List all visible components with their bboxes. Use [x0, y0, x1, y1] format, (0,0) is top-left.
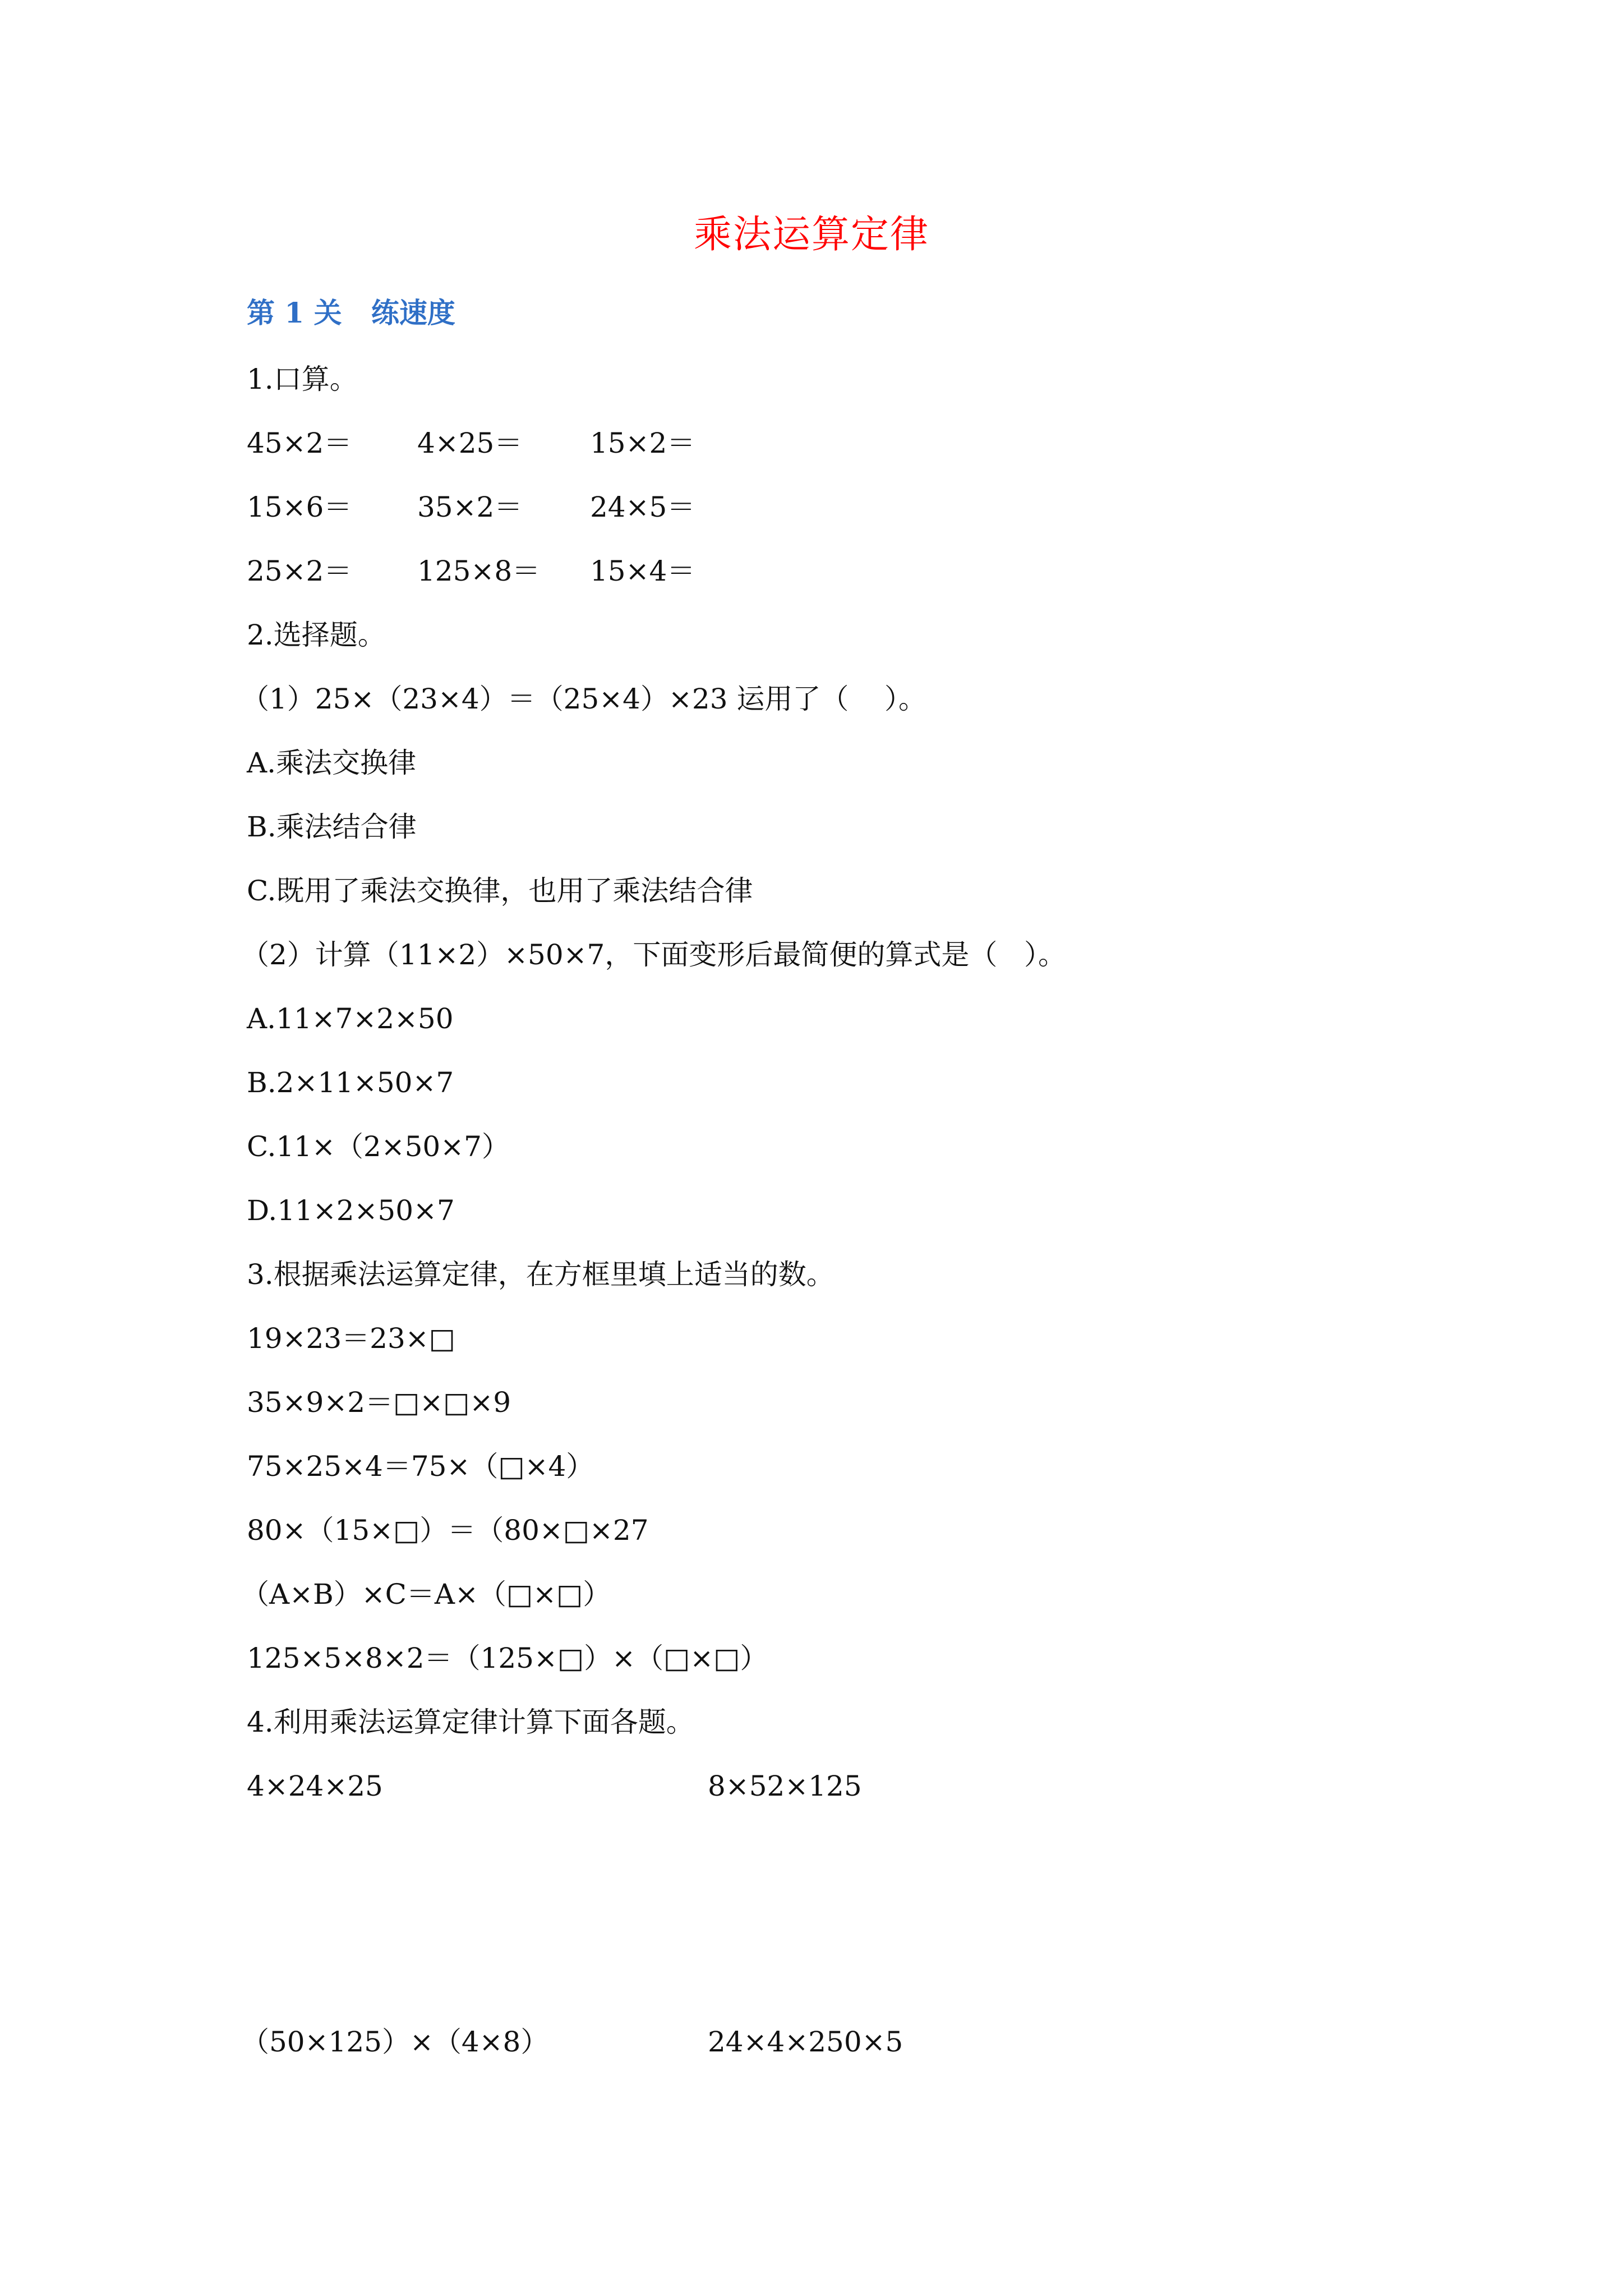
q4-problem: （50×125）×（4×8）: [241, 2026, 549, 2058]
q2-part1-option-b: B.乘法结合律: [247, 811, 417, 843]
q2-part2-option-b: B.2×11×50×7: [247, 1066, 454, 1099]
q4-problem: 24×4×250×5: [708, 2026, 903, 2058]
q2-part2-stem: （2）计算（11×2）×50×7，下面变形后最简便的算式是（ ）。: [241, 938, 1067, 971]
q2-part2-option-c: C.11×（2×50×7）: [247, 1130, 510, 1163]
q3-heading: 3.根据乘法运算定律，在方框里填上适当的数。: [247, 1258, 834, 1291]
q1-cell: 15×4＝: [590, 555, 695, 587]
q2-heading: 2.选择题。: [247, 619, 386, 651]
q2-part2-option-a: A.11×7×2×50: [247, 1002, 454, 1035]
q3-item: 125×5×8×2＝（125×□）×（□×□）: [247, 1642, 768, 1674]
q2-part1-option-c: C.既用了乘法交换律，也用了乘法结合律: [247, 875, 753, 907]
q3-item: 35×9×2＝□×□×9: [247, 1386, 511, 1419]
q3-item: 75×25×4＝75×（□×4）: [247, 1450, 594, 1483]
page-title: 乘法运算定律: [693, 213, 929, 257]
q2-part1-stem: （1）25×（23×4）＝（25×4）×23 运用了（ ）。: [241, 683, 926, 715]
q3-item: 80×（15×□）＝（80×□×27: [247, 1514, 649, 1547]
q3-item: （A×B）×C＝A×（□×□）: [241, 1578, 611, 1611]
q4-heading: 4.利用乘法运算定律计算下面各题。: [247, 1706, 694, 1738]
q1-cell: 25×2＝: [247, 555, 352, 587]
q1-cell: 15×6＝: [247, 491, 352, 523]
section-heading: 第 1 关 练速度: [247, 296, 455, 329]
q2-part1-option-a: A.乘法交换律: [247, 747, 417, 779]
q4-problem: 8×52×125: [708, 1770, 862, 1802]
q1-cell: 125×8＝: [417, 555, 541, 587]
q1-cell: 45×2＝: [247, 427, 352, 459]
q2-part2-option-d: D.11×2×50×7: [247, 1194, 455, 1227]
q4-problem: 4×24×25: [247, 1770, 383, 1802]
q3-item: 19×23＝23×□: [247, 1322, 455, 1355]
q1-cell: 15×2＝: [590, 427, 695, 459]
q1-cell: 4×25＝: [417, 427, 523, 459]
q1-cell: 35×2＝: [417, 491, 523, 523]
q1-heading: 1.口算。: [247, 363, 358, 395]
q1-cell: 24×5＝: [590, 491, 695, 523]
